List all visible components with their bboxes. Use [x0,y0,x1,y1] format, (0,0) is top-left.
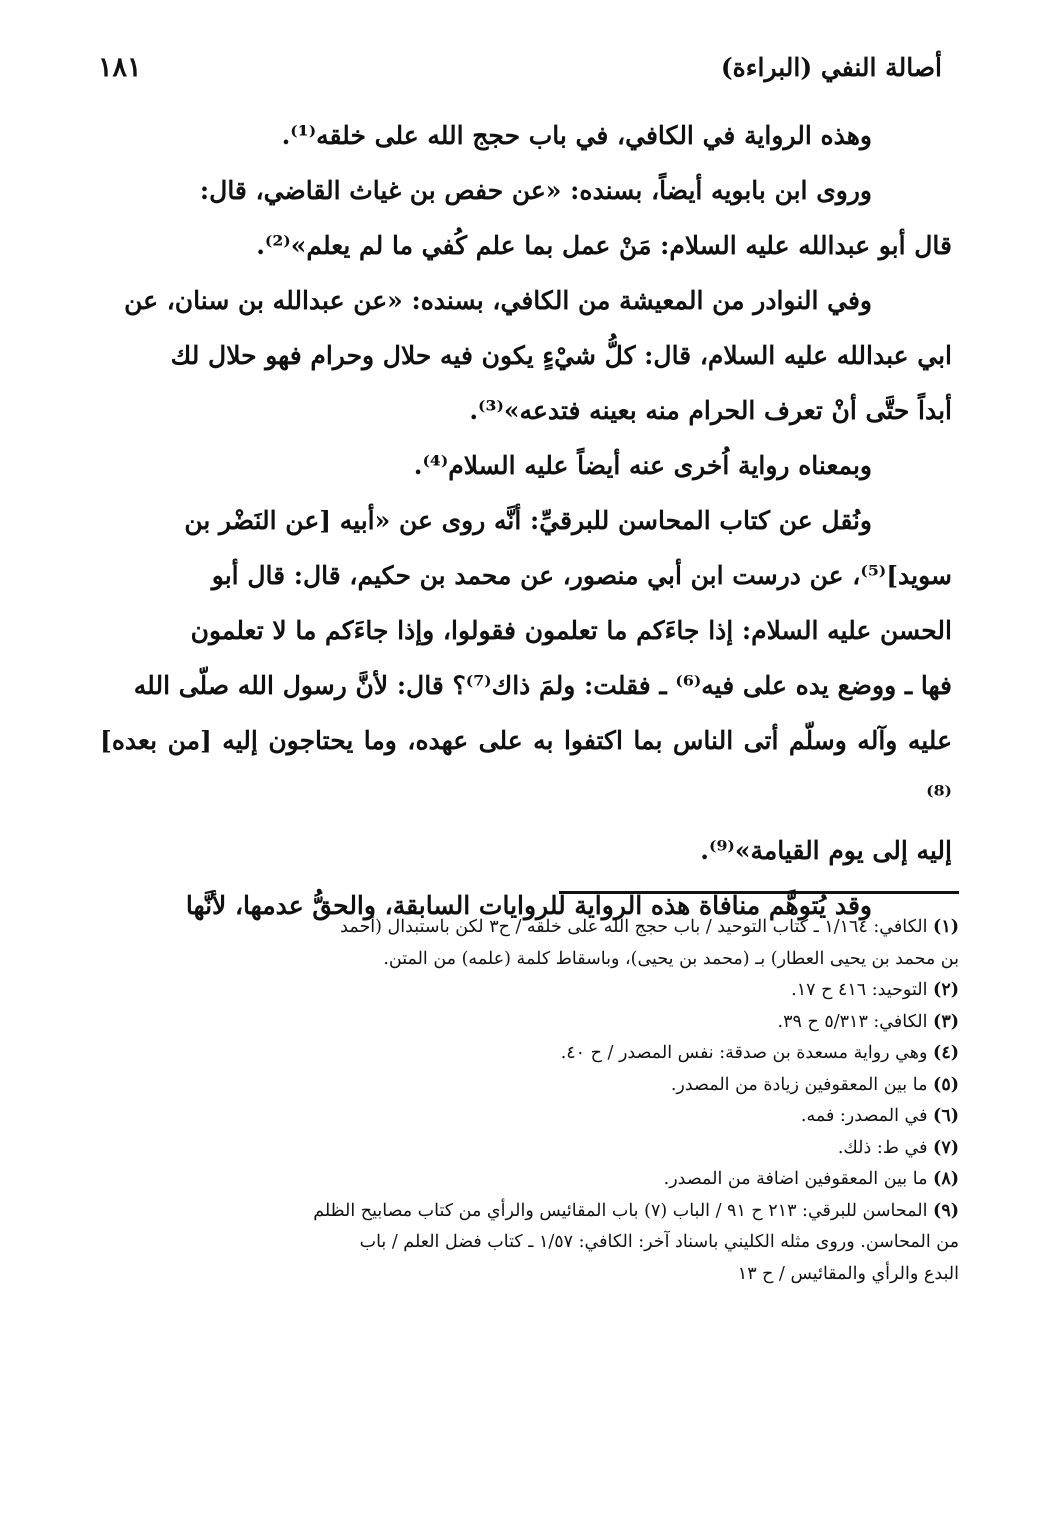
body-line: فها ـ ووضع يده على فيه⁽⁶⁾ ـ فقلت: ولمَ ذاك⁽⁷⁾؟ قال: لأنَّ رسول الله صلّى الله [133,671,952,700]
footnote-line [100,1070,959,1102]
footnote-line [100,1227,959,1259]
footnote-number: (٤) [933,1043,959,1063]
running-title: أصالة النفي (البراءة) [720,52,942,82]
footnote-line [100,1007,959,1039]
footnote-text: في ط: ذلك. [837,1137,928,1158]
footnote-number: (٣) [933,1011,959,1032]
footnote-text: الكافي: ١/١٦٤ ـ كتاب التوحيد / باب حجج الله على خلقه / ح٣ لكن باستبدال (أحمد [340,917,928,937]
body-line: قال أبو عبدالله عليه السلام: مَنْ عمل بما علم كُفي ما لم يعلم»⁽²⁾. [256,231,952,260]
footnote-line [100,1164,959,1196]
footnote-line [100,1133,959,1165]
footnote-text: ما بين المعقوفين زيادة من المصدر. [670,1074,928,1095]
body-line: الحسن عليه السلام: إذا جاءَكم ما تعلمون فقولوا، وإذا جاءَكم ما لا تعلمون [190,616,952,645]
footnote-number: (٩) [933,1200,959,1221]
body-line: وفي النوادر من المعيشة من الكافي، بسنده: «عن عبدالله بن سنان، عن [124,286,872,315]
footnote-line [100,1101,959,1133]
footnote-text: الكافي: ٥/٣١٣ ح ٣٩. [777,1011,928,1032]
body-line: عليه وآله وسلّم أتى الناس بما اكتفوا به على عهده، وما يحتاجون إليه [من بعده]⁽⁸⁾ [100,726,952,810]
body-line: وروى ابن بابويه أيضاً، بسنده: «عن حفص بن غياث القاضي، قال: [199,176,872,205]
footnote-text: بن محمد بن يحيى العطار) بـ (محمد بن يحيى)، وباسقاط كلمة (علمه) من المتن. [383,948,959,969]
footnote-number: (٧) [933,1137,959,1158]
footnote-number: (٦) [933,1106,959,1126]
footnote-separator [559,891,959,894]
footnote-text: البدع والرأي والمقائيس / ح ١٣ [737,1263,959,1284]
footnote-number: (٢) [933,980,959,1000]
footnote-number: (٥) [933,1074,959,1095]
footnote-line [100,1259,959,1291]
footnote-number: (٨) [933,1169,959,1189]
footnote-text: في المصدر: فمه. [800,1106,928,1126]
body-text [100,108,952,933]
body-line: وقد يُتوهَّم منافاة هذه الرواية للروايات السابقة، والحقُّ عدمها، لأنَّها [185,891,872,920]
footnote-text: من المحاسن. وروى مثله الكليني باسناد آخر: الكافي: ١/٥٧ ـ كتاب فضل العلم / باب [359,1232,959,1252]
footnote-line [100,975,959,1007]
footnotes [100,912,959,1290]
body-line: وهذه الرواية في الكافي، في باب حجج الله على خلقه⁽¹⁾. [281,121,872,150]
body-line: وبمعناه رواية اُخرى عنه أيضاً عليه السلام⁽⁴⁾. [413,451,872,480]
footnote-text: وهي رواية مسعدة بن صدقة: نفس المصدر / ح ٤٠. [560,1043,928,1063]
footnote-text: ما بين المعقوفين اضافة من المصدر. [663,1169,928,1189]
footnote-line [100,1038,959,1070]
body-line: أبداً حتَّى أنْ تعرف الحرام منه بعينه فتدعه»⁽³⁾. [469,396,952,425]
footnote-text: المحاسن للبرقي: ٢١٣ ح ٩١ / الباب (٧) باب المقائيس والرأي من كتاب مصابيح الظلم [313,1200,928,1221]
page-header [98,42,942,92]
footnote-line [100,944,959,976]
body-line: إليه إلى يوم القيامة»⁽⁹⁾. [700,836,952,865]
footnote-number: (١) [933,917,959,937]
body-line: ابي عبدالله عليه السلام، قال: كلُّ شيْءٍ يكون فيه حلال وحرام فهو حلال لك [170,341,952,370]
footnote-line [100,912,959,944]
page-number: ١٨١ [98,51,142,83]
footnote-text: التوحيد: ٤١٦ ح ١٧. [791,980,928,1000]
body-line: سويد]⁽⁵⁾، عن درست ابن أبي منصور، عن محمد بن حكيم، قال: قال أبو [211,561,952,590]
body-line: ونُقل عن كتاب المحاسن للبرقيِّ: أنَّه روى عن «أبيه [عن النَضْر بن [184,506,872,535]
footnote-line [100,1196,959,1228]
